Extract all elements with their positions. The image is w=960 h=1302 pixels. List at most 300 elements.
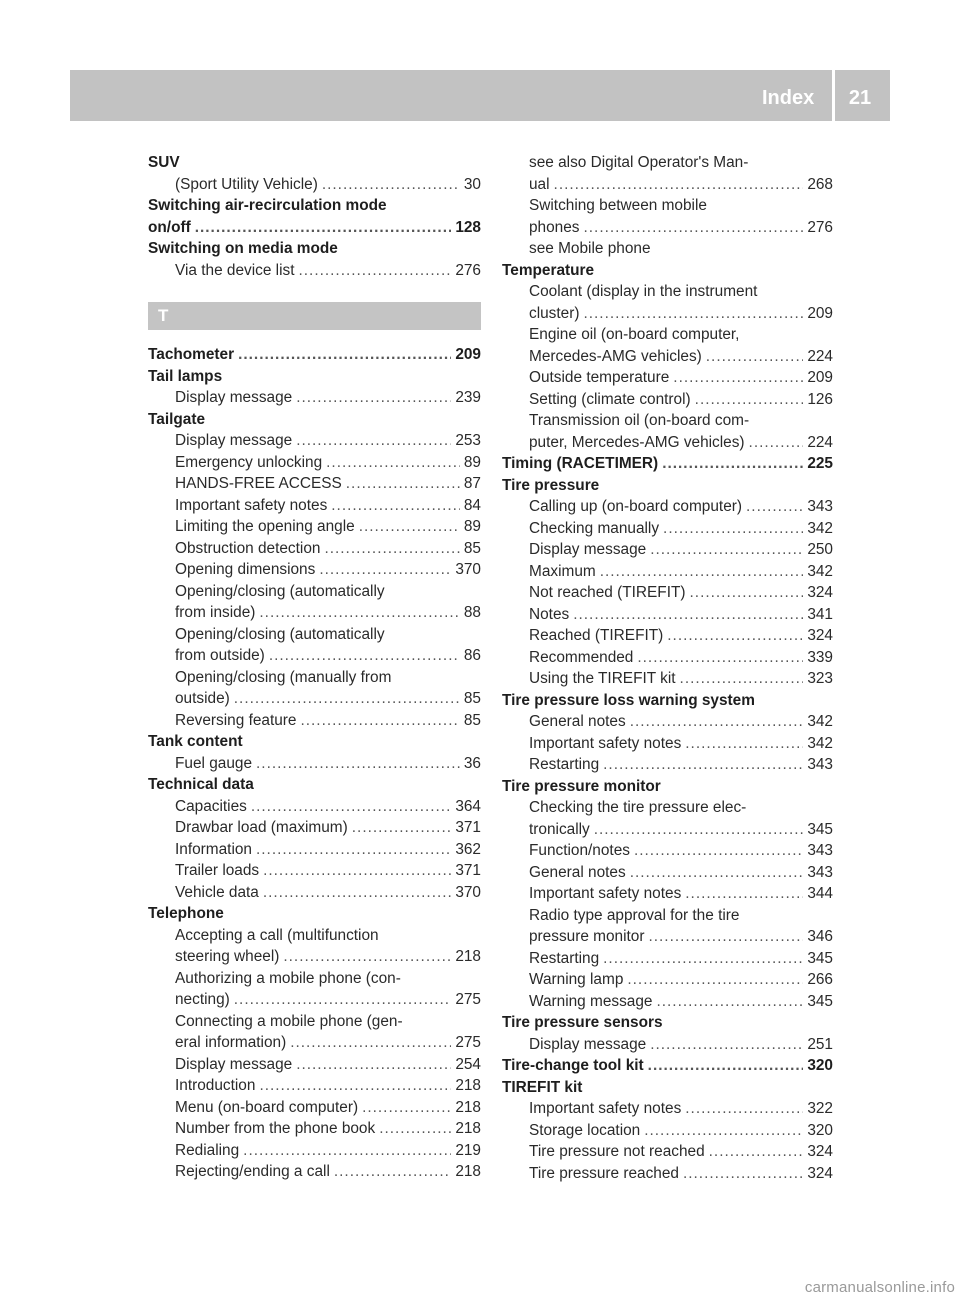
page-reference: 342 [807,562,833,580]
entry-text: Calling up (on-board computer) [529,498,743,515]
dot-leader [663,518,803,540]
index-entry [148,882,481,904]
entry-text: Timing (RACETIMER) [502,455,659,472]
dot-leader [259,1075,451,1097]
entry-text: Mercedes-AMG vehicles) [529,347,702,365]
dot-leader [346,473,460,495]
page-reference: 266 [807,971,833,988]
index-entry [502,1034,833,1056]
entry-text: ual [529,175,550,193]
entry-text: steering wheel) [175,948,280,965]
index-entry [502,711,833,733]
page-reference: 320 [807,1121,833,1139]
index-entry [502,797,833,819]
entry-text: Warning message [529,992,653,1010]
dot-leader [554,174,804,196]
index-entry [502,518,833,540]
page-reference: 345 [807,949,833,967]
page-reference: 324 [807,1143,833,1160]
dot-leader [324,538,459,560]
entry-text: Drawbar load (maximum) [175,819,348,836]
index-heading [148,409,481,431]
index-entry [502,152,833,174]
index-entry [502,346,833,368]
entry-text: Checking manually [529,519,660,537]
entry-text: Restarting [529,949,600,967]
dot-leader [256,839,451,861]
page-reference: 126 [807,390,833,408]
entry-text: Reversing feature [175,711,297,729]
entry-text: Tank content [148,733,243,750]
page-reference: 30 [463,175,481,193]
index-entry [502,496,833,518]
dot-leader [603,754,803,776]
dot-leader [362,1097,451,1119]
index-heading [148,344,481,366]
dot-leader [290,1032,451,1054]
entry-text: Number from the phone book [175,1120,376,1137]
entry-text: Important safety notes [529,734,682,752]
page-reference: 253 [455,432,481,449]
entry-text: phones [529,218,580,236]
entry-text: Engine oil (on-board computer, [529,326,740,343]
index-heading [502,1012,833,1034]
dot-leader [648,926,803,948]
entry-text: Temperature [502,261,595,279]
dot-leader [352,817,452,839]
header-divider [832,70,835,121]
index-entry [502,303,833,325]
page-reference: 346 [807,928,833,945]
entry-text: Via the device list [175,261,295,279]
entry-text: Capacities [175,797,247,815]
page-reference: 209 [807,369,833,386]
page-reference: 364 [455,797,481,815]
entry-text: cluster) [529,304,580,322]
index-entry [502,754,833,776]
page-reference: 362 [455,840,481,858]
entry-text: HANDS-FREE ACCESS [175,475,342,492]
entry-text: Emergency unlocking [175,453,323,471]
dot-leader [600,561,804,583]
entry-text: Recommended [529,648,634,666]
dot-leader [243,1140,451,1162]
index-entry [502,389,833,411]
page-reference: 343 [807,842,833,859]
entry-text: Display message [175,389,293,406]
page-reference: 251 [807,1035,833,1053]
entry-text: Transmission oil (on-board com- [529,412,750,429]
index-heading [148,903,481,925]
index-entry [502,174,833,196]
index-entry [148,473,481,495]
index-heading [502,260,833,282]
dot-leader [195,217,452,239]
index-entry [502,905,833,927]
index-entry [502,668,833,690]
page-reference: 343 [807,863,833,881]
page-reference: 89 [463,518,481,535]
dot-leader [283,946,451,968]
dot-leader [662,453,803,475]
dot-leader [603,948,803,970]
entry-text: necting) [175,991,230,1008]
page-reference: 218 [455,1077,481,1094]
entry-text: Opening/closing (automatically [175,582,385,600]
page-reference: 224 [807,347,833,365]
entry-text: Important safety notes [529,1100,682,1117]
index-entry [148,860,481,882]
dot-leader [673,367,803,389]
dot-leader [583,303,803,325]
dot-leader [644,1120,803,1142]
dot-leader [667,625,803,647]
index-entry [148,1075,481,1097]
page-reference: 276 [455,261,481,279]
entry-text: pressure monitor [529,928,645,945]
entry-text: Display message [175,1055,293,1073]
entry-text: Display message [175,432,293,449]
index-entry [148,1011,481,1033]
index-entry [502,367,833,389]
page-reference: 343 [807,498,833,515]
index-heading [148,731,481,753]
dot-leader [263,882,451,904]
entry-text: puter, Mercedes-AMG vehicles) [529,433,745,451]
index-entry [502,733,833,755]
dot-leader [634,840,803,862]
entry-text: SUV [148,154,180,171]
dot-leader [594,819,804,841]
page-reference: 342 [807,713,833,730]
index-entry [148,260,481,282]
dot-leader [296,430,451,452]
page-reference: 370 [455,883,481,901]
index-heading [502,475,833,497]
page-reference: 345 [807,992,833,1010]
entry-text: Checking the tire pressure elec- [529,799,747,816]
index-entry [148,516,481,538]
entry-text: Connecting a mobile phone (gen- [175,1012,403,1030]
page-reference: 370 [455,561,481,578]
page-reference: 85 [463,539,481,557]
index-heading [148,774,481,796]
index-heading [502,453,833,475]
index-entry [502,969,833,991]
index-entry [148,1054,481,1076]
entry-text: see Mobile phone [529,240,651,257]
entry-text: Authorizing a mobile phone (con- [175,969,401,987]
entry-text: Not reached (TIREFIT) [529,584,686,601]
dot-leader [359,516,460,538]
entry-text: eral information) [175,1034,287,1051]
page-reference: 345 [807,820,833,838]
dot-leader [326,452,460,474]
index-entry [502,324,833,346]
entry-text: Using the TIREFIT kit [529,670,676,687]
entry-text: Important safety notes [175,496,328,514]
entry-text: tronically [529,820,590,838]
entry-text: Opening dimensions [175,561,316,578]
page-reference: 224 [807,433,833,451]
entry-text: Switching on media mode [148,240,338,257]
index-entry [148,624,481,646]
dot-leader [648,1055,804,1077]
entry-text: Tail lamps [148,367,223,385]
index-entry [148,1118,481,1140]
page-reference: 85 [463,711,481,729]
dot-leader [234,989,452,1011]
entry-text: Tire pressure loss warning system [502,691,755,709]
dot-leader [296,387,451,409]
entry-text: Tire-change tool kit [502,1057,644,1074]
index-entry [502,281,833,303]
left-top-entries [148,152,481,281]
index-entry [148,174,481,196]
entry-text: Rejecting/ending a call [175,1163,330,1180]
page-reference: 275 [455,1034,481,1051]
page-reference: 36 [463,754,481,772]
entry-text: Switching air-recirculation mode [148,197,387,214]
dot-leader [584,217,804,239]
page-reference: 218 [455,1098,481,1116]
entry-text: Radio type approval for the tire [529,906,740,924]
entry-text: Limiting the opening angle [175,518,355,535]
index-entry [148,839,481,861]
page-reference: 87 [463,475,481,492]
index-entry [502,926,833,948]
index-entry [502,948,833,970]
page-reference: 254 [455,1055,481,1073]
index-heading [148,238,481,260]
index-heading [502,1055,833,1077]
page-reference: 371 [455,862,481,879]
index-entry [148,989,481,1011]
entry-text: Display message [529,541,647,558]
index-entry [148,946,481,968]
index-heading [502,690,833,712]
index-entry [502,647,833,669]
entry-text: Storage location [529,1121,641,1139]
index-entry [502,604,833,626]
page-reference: 324 [807,627,833,644]
right-entries [502,152,833,1184]
entry-text: from outside) [175,647,265,664]
index-entry [148,796,481,818]
entry-text: Maximum [529,562,596,580]
index-heading [148,366,481,388]
page-reference: 209 [807,304,833,322]
index-entry [148,710,481,732]
index-heading [148,195,481,217]
entry-text: Tire pressure monitor [502,777,661,795]
left-bottom-entries [148,344,481,1183]
dot-leader [695,389,804,411]
index-entry [502,1098,833,1120]
dot-leader [656,991,803,1013]
entry-text: Obstruction detection [175,539,321,557]
entry-text: Vehicle data [175,883,259,901]
index-entry [148,559,481,581]
entry-text: Tire pressure [502,476,600,494]
index-entry [502,582,833,604]
section-letter: T [148,302,481,330]
page-reference: 344 [807,885,833,902]
page-reference: 339 [807,648,833,666]
dot-leader [706,346,804,368]
page-reference: 218 [455,948,481,965]
page-reference: 218 [455,1120,481,1137]
page-reference: 225 [807,455,833,472]
entry-text: outside) [175,690,230,707]
dot-leader [251,796,451,818]
dot-leader [238,344,451,366]
index-entry [502,840,833,862]
entry-text: Menu (on-board computer) [175,1098,359,1116]
page-reference: 250 [807,541,833,558]
index-entry [502,991,833,1013]
entry-text: Display message [529,1035,647,1053]
dot-leader [299,260,452,282]
dot-leader [296,1054,451,1076]
dot-leader [322,174,460,196]
entry-text: on/off [148,218,191,236]
index-heading [502,776,833,798]
entry-text: Opening/closing (automatically [175,625,385,643]
dot-leader [637,647,803,669]
dot-leader [685,883,803,905]
dot-leader [319,559,451,581]
index-entry [502,539,833,561]
page-reference: 324 [807,1164,833,1182]
entry-text: Reached (TIREFIT) [529,627,664,644]
page-reference: 268 [807,175,833,193]
page-reference: 89 [463,453,481,471]
dot-leader [685,1098,803,1120]
dot-leader [331,495,460,517]
dot-leader [746,496,803,518]
index-entry [148,452,481,474]
dot-leader [627,969,803,991]
watermark: carmanualsonline.info [804,1279,955,1296]
index-entry [148,688,481,710]
dot-leader [234,688,460,710]
index-entry [502,625,833,647]
index-heading [502,1077,833,1099]
entry-text: Opening/closing (manually from [175,668,392,686]
entry-text: Tailgate [148,410,206,428]
page-reference: 209 [455,346,481,363]
index-entry [502,410,833,432]
page-reference: 128 [455,218,481,236]
index-column-right [502,152,833,1184]
index-entry [148,753,481,775]
page-number: 21 [848,87,872,109]
dot-leader [269,645,460,667]
entry-text: Coolant (display in the instrument [529,283,758,300]
dot-leader [630,711,804,733]
index-entry [502,1141,833,1163]
entry-text: Introduction [175,1077,256,1094]
entry-text: Information [175,840,252,858]
page-reference: 218 [455,1163,481,1180]
page-reference: 275 [455,991,481,1008]
index-entry [148,925,481,947]
dot-leader [650,539,803,561]
dot-leader [256,753,460,775]
entry-text: Restarting [529,756,600,773]
entry-text: Notes [529,605,570,623]
dot-leader [573,604,803,626]
index-entry [502,238,833,260]
entry-text: (Sport Utility Vehicle) [175,175,318,193]
page-reference: 343 [807,756,833,773]
entry-text: Telephone [148,905,224,922]
page-reference: 342 [807,519,833,537]
page-reference: 371 [455,819,481,836]
index-entry [148,602,481,624]
entry-text: TIREFIT kit [502,1078,583,1096]
index-entry [502,1163,833,1185]
entry-text: General notes [529,863,626,881]
page-reference: 85 [463,690,481,707]
entry-text: see also Digital Operator's Man- [529,154,749,171]
dot-leader [680,668,804,690]
index-entry [148,817,481,839]
index-entry [502,883,833,905]
dot-leader [379,1118,451,1140]
index-entry [148,645,481,667]
page-reference: 239 [455,389,481,406]
page-reference: 84 [463,496,481,514]
index-entry [502,432,833,454]
entry-text: Outside temperature [529,369,670,386]
index-entry [502,561,833,583]
entry-text: Tire pressure sensors [502,1014,663,1031]
entry-text: Fuel gauge [175,754,253,772]
page-reference: 324 [807,584,833,601]
entry-text: Tire pressure not reached [529,1143,705,1160]
page-reference: 323 [807,670,833,687]
index-heading [148,217,481,239]
page-reference: 342 [807,734,833,752]
index-entry [148,387,481,409]
index-entry [148,968,481,990]
entry-text: Tire pressure reached [529,1164,679,1182]
entry-text: Function/notes [529,842,630,859]
dot-leader [709,1141,804,1163]
index-entry [502,819,833,841]
page-reference: 322 [807,1100,833,1117]
page-reference: 320 [807,1057,833,1074]
page-reference: 86 [463,647,481,664]
index-entry [148,1032,481,1054]
page-reference: 88 [463,604,481,621]
entry-text: Switching between mobile [529,197,707,214]
index-column-left [148,152,481,1183]
page-reference: 276 [807,218,833,236]
entry-text: Redialing [175,1141,240,1159]
dot-leader [683,1163,803,1185]
index-entry [148,1140,481,1162]
entry-text: Tachometer [148,346,235,363]
dot-leader [334,1161,451,1183]
index-heading [148,152,481,174]
index-entry [148,1097,481,1119]
page-title: Index [762,87,815,109]
index-entry [148,495,481,517]
page-reference: 341 [807,605,833,623]
